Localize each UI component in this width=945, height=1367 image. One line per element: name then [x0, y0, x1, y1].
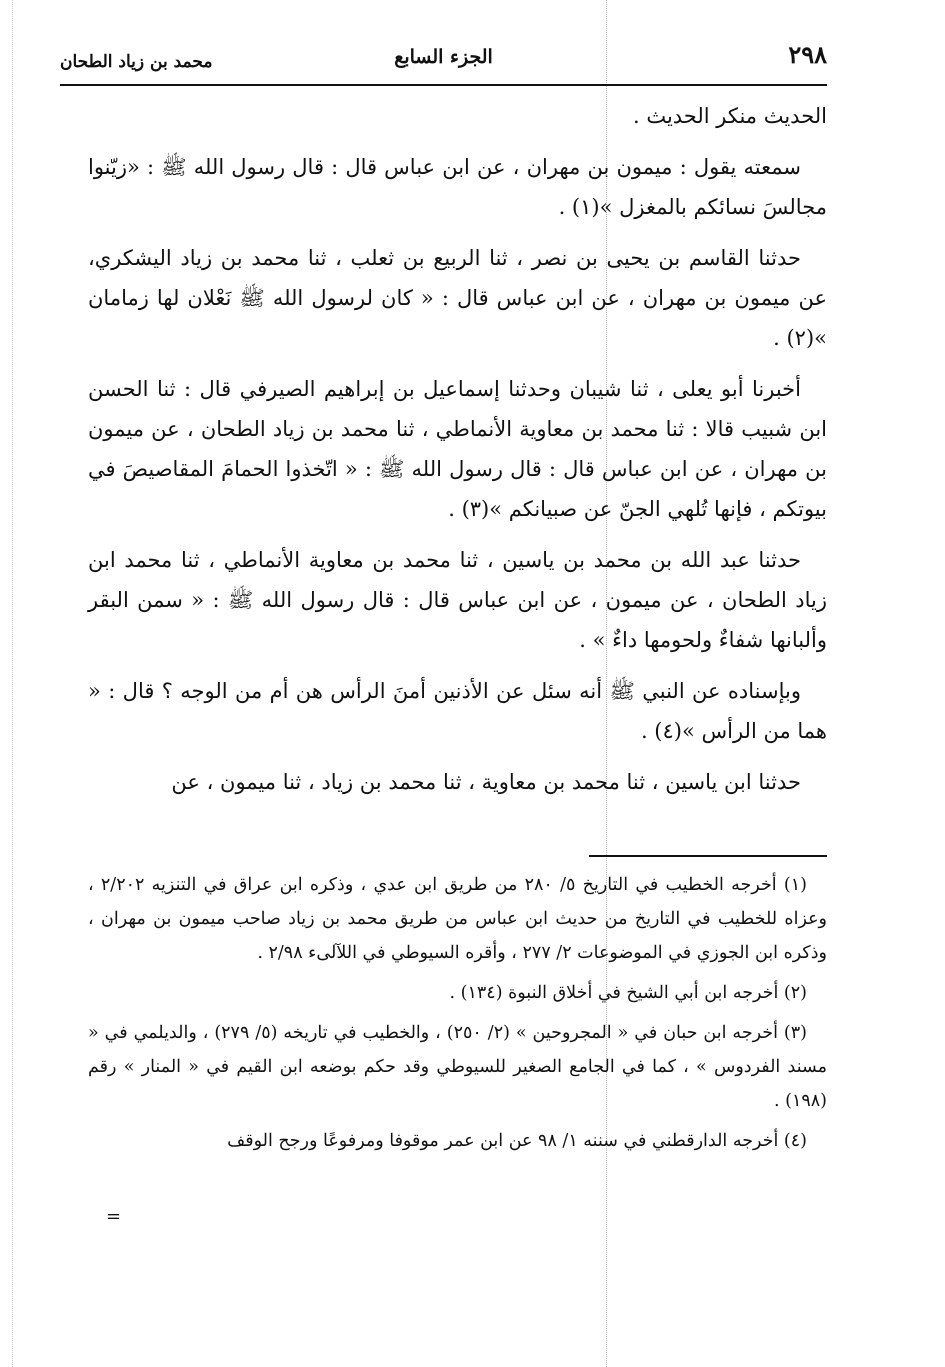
paragraph: حدثنا عبد الله بن محمد بن ياسين ، ثنا محمد بن معاوية الأنماطي ، ثنا محمد ابن زياد الطحان ، عن ميمون ، عن ابن عباس قال : قال رسول الله ﷺ : « سمن البقر وألبانها شفاءٌ ولحومها داءٌ » . [88, 548, 828, 652]
paragraph: الحديث منكر الحديث . [632, 104, 827, 128]
running-title: محمد بن زياد الطحان [60, 52, 213, 72]
paragraph: حدثنا ابن ياسين ، ثنا محمد بن معاوية ، ثنا محمد بن زياد ، ثنا ميمون ، عن [171, 770, 801, 794]
header-divider [60, 84, 827, 86]
footnote-3: (٣) أخرجه ابن حبان في « المجروحين » (٢/ ٢٥٠) ، والخطيب في تاريخه (٥/ ٢٧٩) ، والديلمي في « مسند الفردوس » ، كما في الجامع الصغير للسيوطي وقد حكم بوضعه ابن القيم في « المنار » رقم (١٩٨) . [88, 1023, 827, 1111]
paragraph: وبإسناده عن النبي ﷺ أنه سئل عن الأذنين أمنَ الرأس هن أم من الوجه ؟ قال : « هما من الرأس »(٤) . [88, 679, 827, 743]
continuation-mark: = [106, 1206, 122, 1227]
page-header [60, 38, 827, 82]
paragraph: حدثنا القاسم بن يحيى بن نصر ، ثنا الربيع بن ثعلب ، ثنا محمد بن زياد اليشكري، عن ميمون بن مهران ، عن ابن عباس قال : « كان لرسول الله ﷺ نَعْلان لها زمامان »(٢) . [88, 246, 827, 350]
footnote-2: (٢) أخرجه ابن أبي الشيخ في أخلاق النبوة (١٣٤) . [449, 983, 807, 1003]
volume-title: الجزء السابع [394, 46, 493, 68]
footnotes [88, 868, 827, 1164]
paragraph: أخبرنا أبو يعلى ، ثنا شيبان وحدثنا إسماعيل بن إبراهيم الصيرفي قال : ثنا الحسن ابن شبيب قالا : ثنا محمد بن معاوية الأنماطي ، ثنا محمد بن زياد الطحان ، عن ميمون بن مهران ، عن ابن عباس قال : قال رسول الله ﷺ : « اتّخذوا الحمامَ المقاصيصَ في بيوتكم ، فإنها تُلهي الجنّ عن صبيانكم »(٣) . [88, 377, 827, 521]
paragraph: سمعته يقول : ميمون بن مهران ، عن ابن عباس قال : قال رسول الله ﷺ : «زيّنوا مجالسَ نسائكم بالمغزل »(١) . [88, 155, 827, 219]
footnote-4: (٤) أخرجه الدارقطني في سننه ١/ ٩٨ عن ابن عمر موقوفا ومرفوعًا ورجح الوقف [227, 1131, 807, 1151]
scan-artifact-line [12, 0, 13, 1367]
main-text [88, 96, 827, 813]
footnote-divider [589, 855, 827, 857]
page-number: ٢٩٨ [788, 40, 827, 69]
footnote-1: (١) أخرجه الخطيب في التاريخ ٥/ ٢٨٠ من طريق ابن عدي ، وذكره ابن عراق في التنزيه ٢/٢٠٢ ، وعزاه للخطيب في التاريخ من حديث ابن عباس من طريق محمد بن زياد صاحب ميمون بن مهران ، وذكره ابن الجوزي في الموضوعات ٢/ ٢٧٧ ، وأقره السيوطي في اللآلىء ٢/٩٨ . [88, 875, 827, 963]
